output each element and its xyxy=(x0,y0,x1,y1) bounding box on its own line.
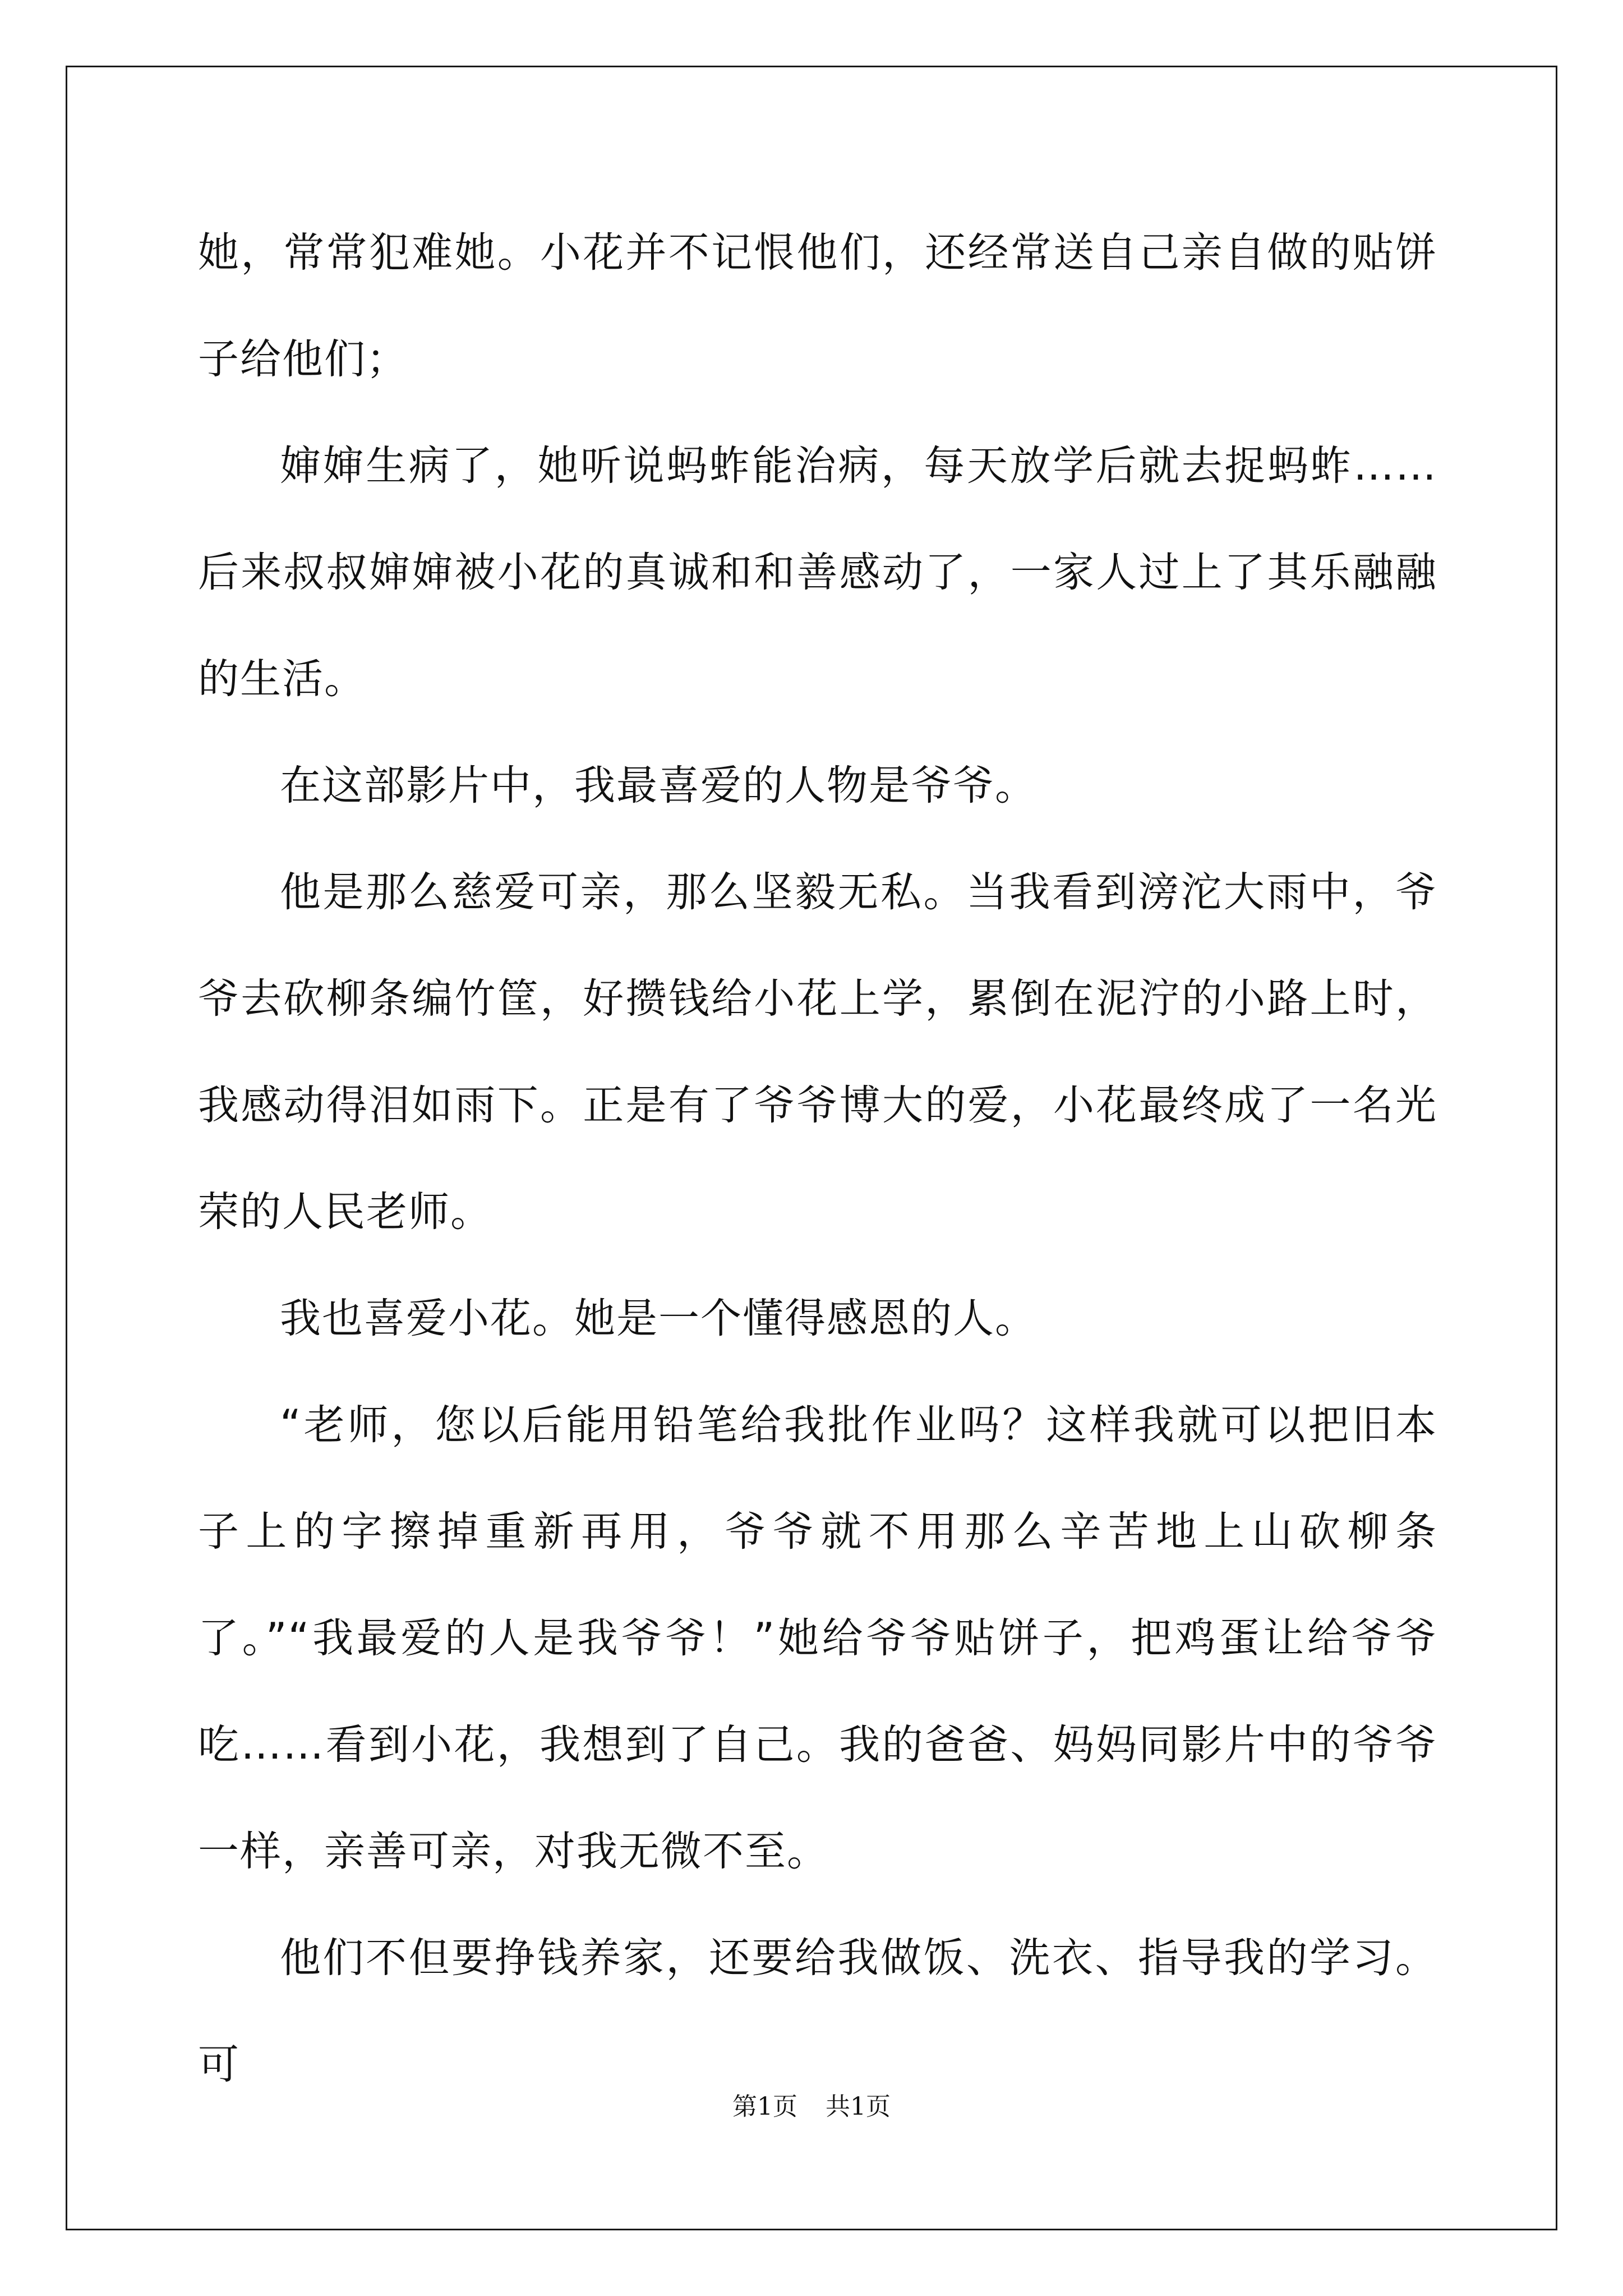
page-number: 第1页 xyxy=(732,2092,797,2121)
paragraph: 他是那么慈爱可亲，那么坚毅无私。当我看到滂沱大雨中，爷爷去砍柳条编竹筐，好攒钱给小花上学，累倒在泥泞的小路上时，我感动得泪如雨下。正是有了爷爷博大的爱，小花最终成了一名光荣的人民老师。 xyxy=(198,868,1437,1236)
paragraph: 婶婶生病了，她听说蚂蚱能治病，每天放学后就去捉蚂蚱……后来叔叔婶婶被小花的真诚和和善感动了，一家人过上了其乐融融的生活。 xyxy=(198,442,1437,703)
paragraph: “老师，您以后能用铅笔给我批作业吗？这样我就可以把旧本子上的字擦掉重新再用，爷爷就不用那么辛苦地上山砍柳条了。”“我最爱的人是我爷爷！”她给爷爷贴饼子，把鸡蛋让给爷爷吃……看到小花，我想到了自己。我的爸爸、妈妈同影片中的爷爷一样，亲善可亲，对我无微不至。 xyxy=(198,1401,1437,1875)
document-body xyxy=(198,200,1437,2118)
paragraph: 他们不但要挣钱养家，还要给我做饭、洗衣、指导我的学习。可 xyxy=(198,1934,1437,2088)
paragraph: 我也喜爱小花。她是一个懂得感恩的人。 xyxy=(280,1295,1037,1342)
paragraph: 在这部影片中，我最喜爱的人物是爷爷。 xyxy=(280,762,1037,809)
page-total: 共1页 xyxy=(826,2092,891,2121)
page-footer xyxy=(0,2090,1623,2124)
paragraph: 她，常常犯难她。小花并不记恨他们，还经常送自己亲自做的贴饼子给他们； xyxy=(198,229,1437,383)
